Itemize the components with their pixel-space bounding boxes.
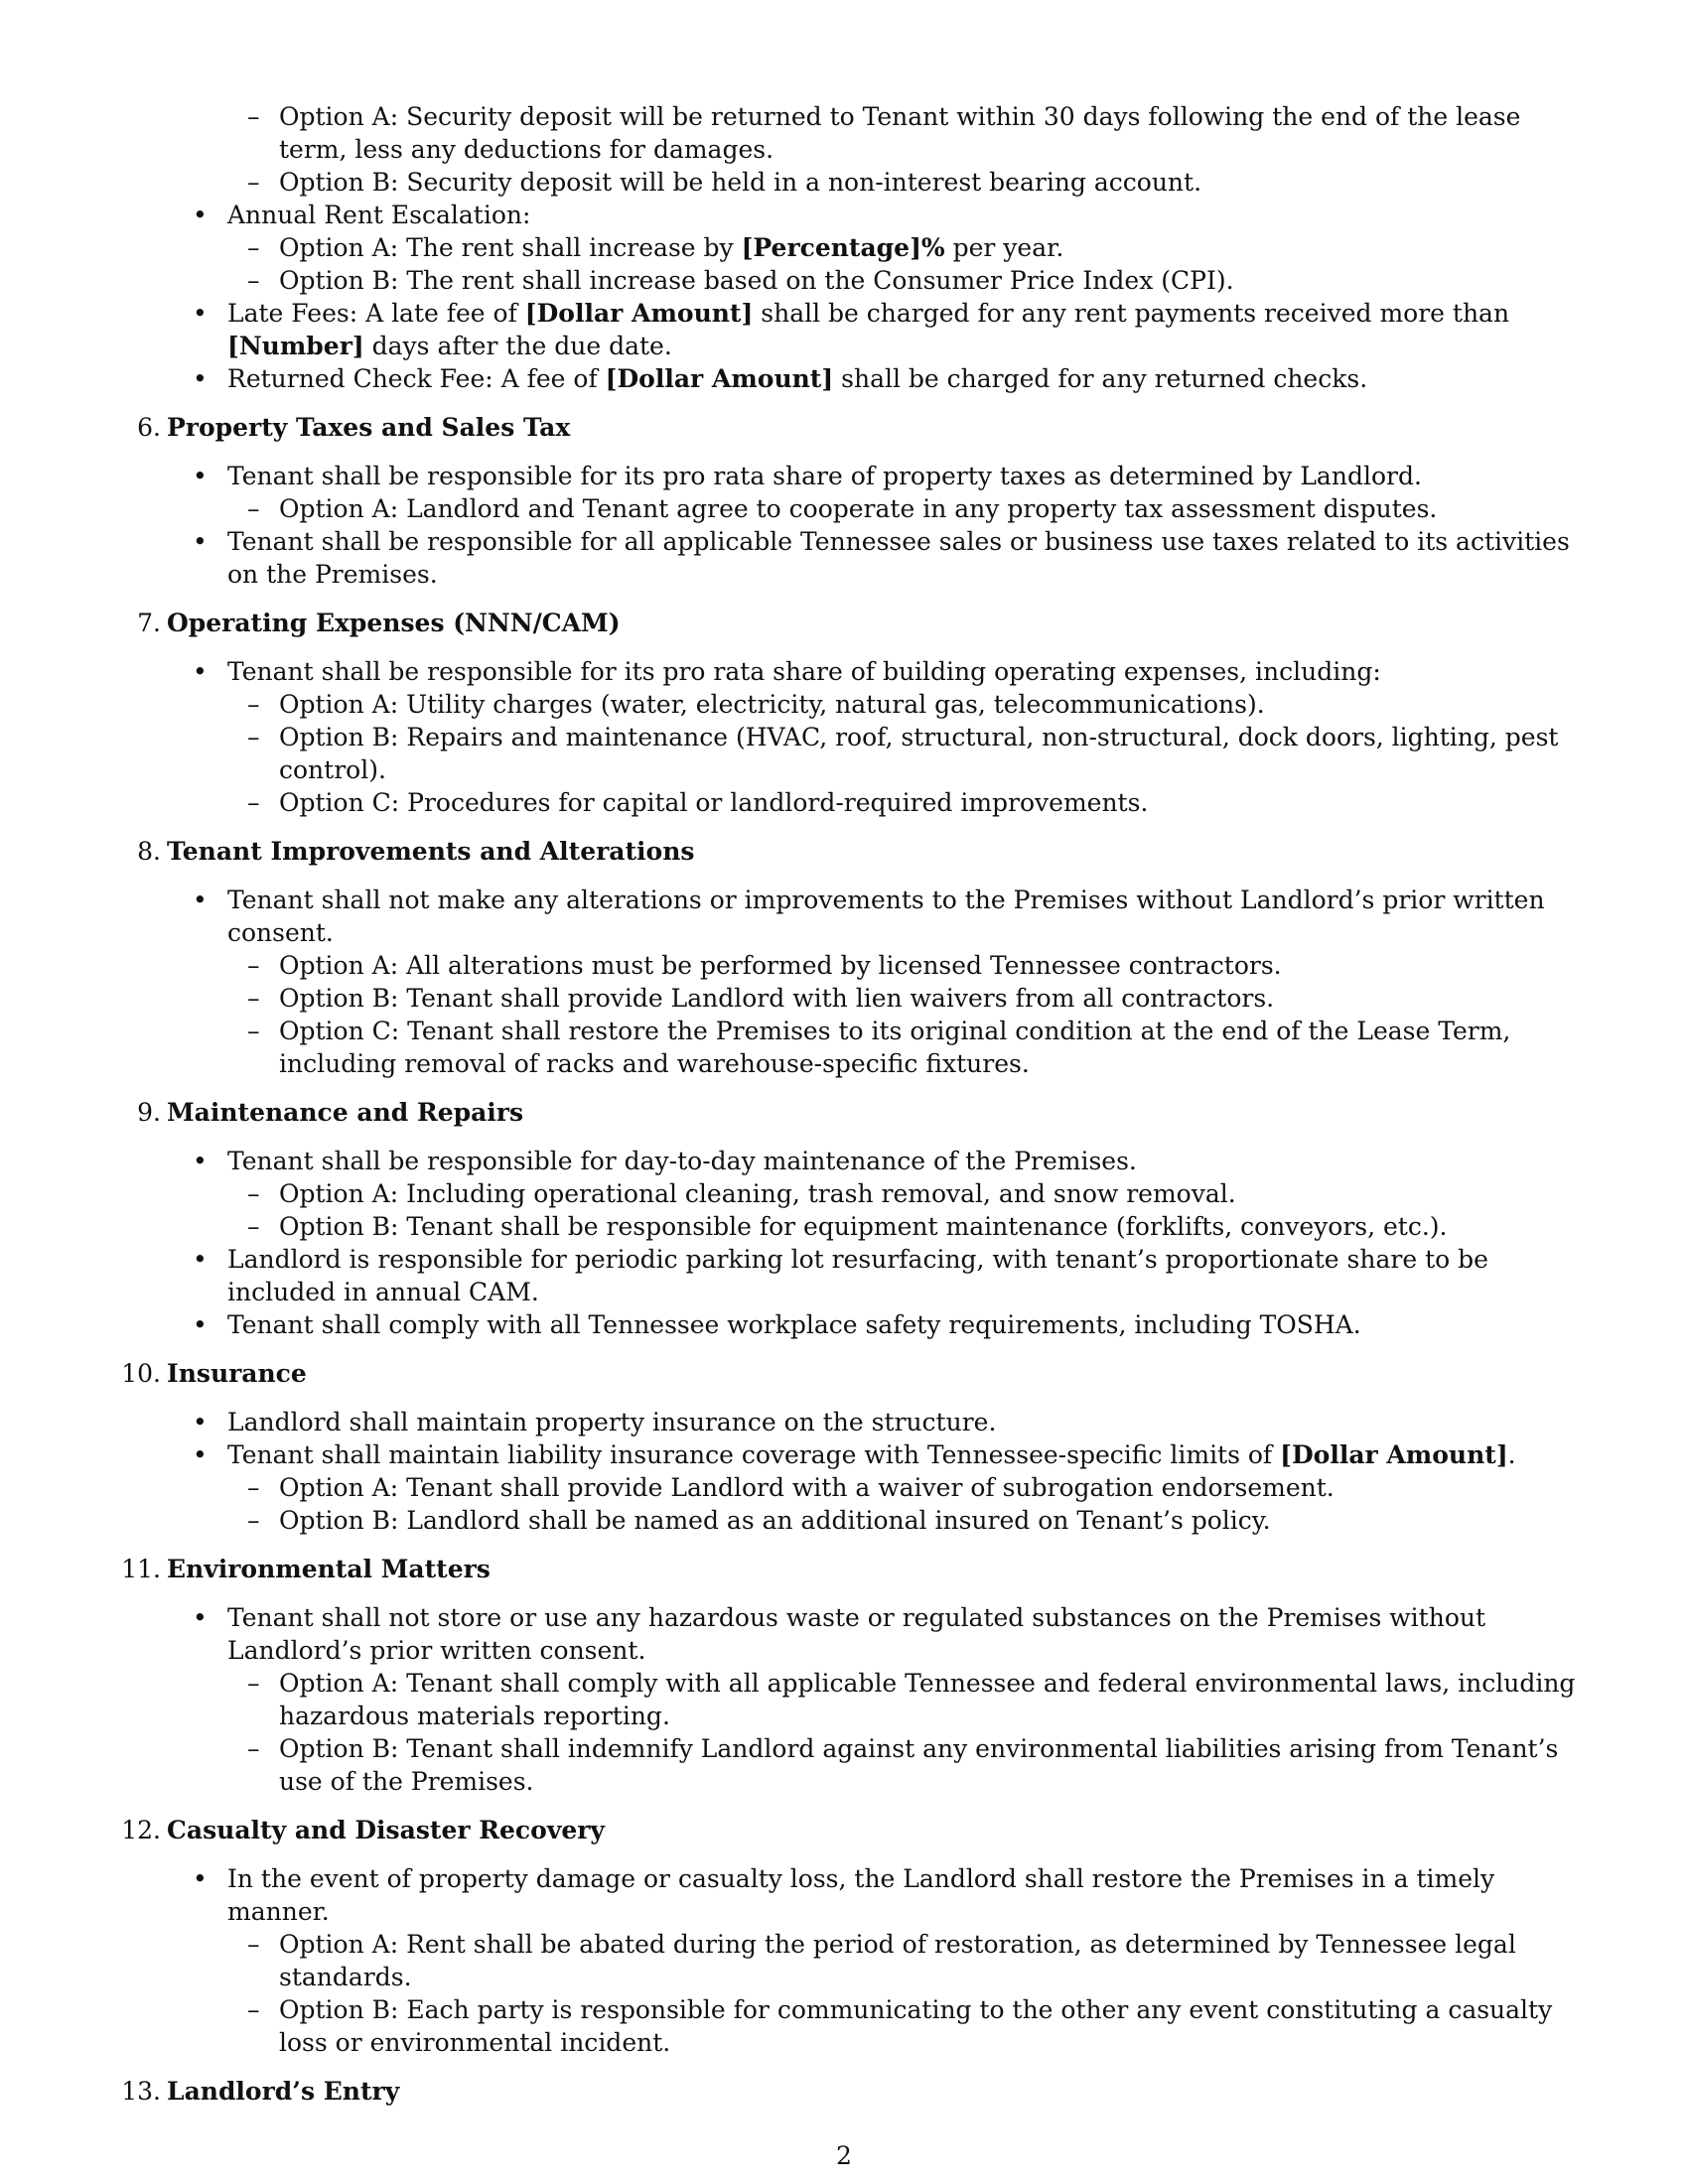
late-fee-post: days after the due date. [363, 332, 672, 360]
option-item [167, 688, 1589, 721]
option-text: Option B: Tenant shall indemnify Landlord against any environmental liabilities arising from Tenant’s use of the Premises. [279, 1734, 1559, 1796]
insurance-text-pre: Tenant shall maintain liability insurance coverage with Tennessee-specific limits of [227, 1440, 1281, 1469]
dash-marker: – [247, 723, 260, 751]
dash-marker: – [247, 1506, 260, 1535]
section-title: Casualty and Disaster Recovery [167, 1816, 605, 1844]
section-number: 7. [137, 609, 161, 637]
bullet-item [167, 1862, 1589, 1928]
returned-check-post: shall be charged for any returned checks. [833, 364, 1368, 393]
bullet-text: Tenant shall be responsible for its pro rata share of building operating expenses, including: [227, 657, 1381, 686]
bullet-item [167, 655, 1589, 688]
bullet-marker: • [193, 462, 208, 490]
bullet-text: Landlord shall maintain property insurance on the structure. [227, 1408, 997, 1436]
dash-marker: – [247, 1179, 260, 1208]
dash-marker: – [247, 168, 260, 197]
option-text: Option A: Rent shall be abated during the period of restoration, as determined by Tennessee legal standards. [279, 1930, 1516, 1991]
section-number: 10. [121, 1359, 161, 1388]
bullet-text [227, 1440, 1516, 1469]
placeholder-dollar-amount: [Dollar Amount] [524, 299, 754, 328]
option-text: Option A: Utility charges (water, electricity, natural gas, telecommunications). [279, 690, 1265, 719]
option-item [167, 1210, 1589, 1243]
dash-marker: – [247, 1734, 260, 1763]
returned-check-pre: Returned Check Fee: A fee of [227, 364, 606, 393]
option-text [279, 233, 1063, 262]
section-number: 13. [121, 2077, 161, 2106]
section-heading [121, 1357, 1589, 1390]
bullet-item [167, 1243, 1589, 1308]
option-text: Option A: Including operational cleaning, trash removal, and snow removal. [279, 1179, 1236, 1208]
placeholder-percentage: [Percentage]% [741, 233, 945, 262]
dash-marker: – [247, 1212, 260, 1241]
option-item [167, 1504, 1589, 1537]
option-text-pre: Option A: The rent shall increase by [279, 233, 742, 262]
option-item [167, 100, 1589, 166]
option-text: Option A: Tenant shall comply with all applicable Tennessee and federal environmental laws, including hazardous materials reporting. [279, 1669, 1576, 1730]
option-item [167, 1177, 1589, 1210]
bullet-marker: • [193, 1310, 208, 1339]
dash-marker: – [247, 984, 260, 1013]
page-number: 2 [836, 2141, 852, 2170]
option-item [167, 1667, 1589, 1732]
bullet-item [167, 884, 1589, 949]
section-title: Operating Expenses (NNN/CAM) [167, 609, 621, 637]
bullet-item [167, 297, 1589, 362]
section-heading [137, 1096, 1589, 1129]
section-title: Landlord’s Entry [167, 2077, 400, 2106]
option-text: Option B: Repairs and maintenance (HVAC, roof, structural, non-structural, dock doors, lighting, pest control). [279, 723, 1559, 784]
option-text: Option C: Procedures for capital or landlord-required improvements. [279, 788, 1149, 817]
bullet-item [167, 1308, 1589, 1341]
option-text: Option B: Tenant shall be responsible for equipment maintenance (forklifts, conveyors, etc.). [279, 1212, 1448, 1241]
option-text: Option C: Tenant shall restore the Premises to its original condition at the end of the Lease Term, including removal of racks and warehouse-specific fixtures. [279, 1017, 1511, 1078]
dash-marker: – [247, 1669, 260, 1698]
dash-marker: – [247, 494, 260, 523]
dash-marker: – [247, 690, 260, 719]
bullet-text: Tenant shall be responsible for day-to-day maintenance of the Premises. [227, 1147, 1137, 1175]
option-item [167, 492, 1589, 525]
bullet-text [227, 299, 1509, 360]
option-item [167, 982, 1589, 1015]
section-heading [121, 2075, 1589, 2108]
option-text: Option B: Each party is responsible for communicating to the other any event constituting a casualty loss or environmental incident. [279, 1995, 1553, 2057]
section-title: Insurance [167, 1359, 307, 1388]
section-title: Tenant Improvements and Alterations [167, 837, 695, 866]
option-text: Option B: Landlord shall be named as an additional insured on Tenant’s policy. [279, 1506, 1271, 1535]
bullet-marker: • [193, 364, 208, 393]
bullet-marker: • [193, 1408, 208, 1436]
section-heading [137, 411, 1589, 444]
bullet-marker: • [193, 201, 208, 229]
option-item [167, 264, 1589, 297]
dash-marker: – [247, 233, 260, 262]
option-item [167, 786, 1589, 819]
bullet-marker: • [193, 1603, 208, 1632]
placeholder-number: [Number] [227, 332, 364, 360]
option-item [167, 231, 1589, 264]
section-number: 8. [137, 837, 161, 866]
section-heading [137, 607, 1589, 639]
option-text: Option B: Tenant shall provide Landlord with lien waivers from all contractors. [279, 984, 1275, 1013]
bullet-item [167, 1601, 1589, 1667]
section-title: Maintenance and Repairs [167, 1098, 524, 1127]
bullet-item [167, 1438, 1589, 1471]
placeholder-dollar-amount: [Dollar Amount] [1280, 1440, 1508, 1469]
bullet-marker: • [193, 527, 208, 556]
bullet-marker: • [193, 1864, 208, 1893]
section-title: Environmental Matters [167, 1555, 491, 1583]
insurance-text-post: . [1507, 1440, 1516, 1469]
option-text: Option B: Security deposit will be held in a non-interest bearing account. [279, 168, 1202, 197]
option-item [167, 1471, 1589, 1504]
bullet-text: Tenant shall be responsible for its pro rata share of property taxes as determined by Landlord. [227, 462, 1422, 490]
bullet-item [167, 199, 1589, 231]
late-fee-pre: Late Fees: A late fee of [227, 299, 525, 328]
dash-marker: – [247, 266, 260, 295]
bullet-marker: • [193, 299, 208, 328]
bullet-marker: • [193, 886, 208, 914]
dash-marker: – [247, 1017, 260, 1045]
option-text: Option A: Tenant shall provide Landlord with a waiver of subrogation endorsement. [279, 1473, 1335, 1502]
option-item [167, 1015, 1589, 1080]
section-number: 6. [137, 413, 161, 442]
section-number: 11. [121, 1555, 161, 1583]
bullet-item [167, 362, 1589, 395]
dash-marker: – [247, 1995, 260, 2024]
option-item [167, 1993, 1589, 2059]
bullet-marker: • [193, 1147, 208, 1175]
bullet-marker: • [193, 1440, 208, 1469]
placeholder-dollar-amount: [Dollar Amount] [605, 364, 834, 393]
option-item [167, 721, 1589, 786]
section-number: 12. [121, 1816, 161, 1844]
bullet-item [167, 1406, 1589, 1438]
dash-marker: – [247, 788, 260, 817]
section-number: 9. [137, 1098, 161, 1127]
option-item [167, 1732, 1589, 1798]
option-text: Option B: The rent shall increase based on the Consumer Price Index (CPI). [279, 266, 1234, 295]
option-text: Option A: Security deposit will be returned to Tenant within 30 days following the end of the lease term, less any deductions for damages. [279, 102, 1521, 164]
option-text: Option A: Landlord and Tenant agree to cooperate in any property tax assessment disputes. [279, 494, 1438, 523]
section-heading [121, 1553, 1589, 1585]
document-body [121, 100, 1589, 2123]
dash-marker: – [247, 1473, 260, 1502]
bullet-text: Tenant shall not store or use any hazardous waste or regulated substances on the Premises without Landlord’s prior written consent. [227, 1603, 1486, 1665]
bullet-text: Tenant shall not make any alterations or improvements to the Premises without Landlord’s prior written consent. [227, 886, 1545, 947]
dash-marker: – [247, 1930, 260, 1959]
option-item [167, 1928, 1589, 1993]
bullet-text: Tenant shall be responsible for all applicable Tennessee sales or business use taxes related to its activities on the Premises. [227, 527, 1570, 589]
option-item [167, 949, 1589, 982]
bullet-text: Annual Rent Escalation: [227, 201, 531, 229]
dash-marker: – [247, 102, 260, 131]
bullet-text: In the event of property damage or casualty loss, the Landlord shall restore the Premises in a timely manner. [227, 1864, 1495, 1926]
section-heading [137, 835, 1589, 868]
bullet-text: Landlord is responsible for periodic parking lot resurfacing, with tenant’s proportionate share to be included in annual CAM. [227, 1245, 1488, 1306]
bullet-item [167, 460, 1589, 492]
option-item [167, 166, 1589, 199]
bullet-marker: • [193, 1245, 208, 1274]
bullet-item [167, 525, 1589, 591]
option-text: Option A: All alterations must be performed by licensed Tennessee contractors. [279, 951, 1282, 980]
bullet-marker: • [193, 657, 208, 686]
option-text-post: per year. [944, 233, 1064, 262]
section-heading [121, 1814, 1589, 1846]
bullet-text: Tenant shall comply with all Tennessee workplace safety requirements, including TOSHA. [227, 1310, 1361, 1339]
section-title: Property Taxes and Sales Tax [167, 413, 571, 442]
bullet-text [227, 364, 1367, 393]
bullet-item [167, 1145, 1589, 1177]
dash-marker: – [247, 951, 260, 980]
late-fee-mid: shall be charged for any rent payments received more than [753, 299, 1510, 328]
